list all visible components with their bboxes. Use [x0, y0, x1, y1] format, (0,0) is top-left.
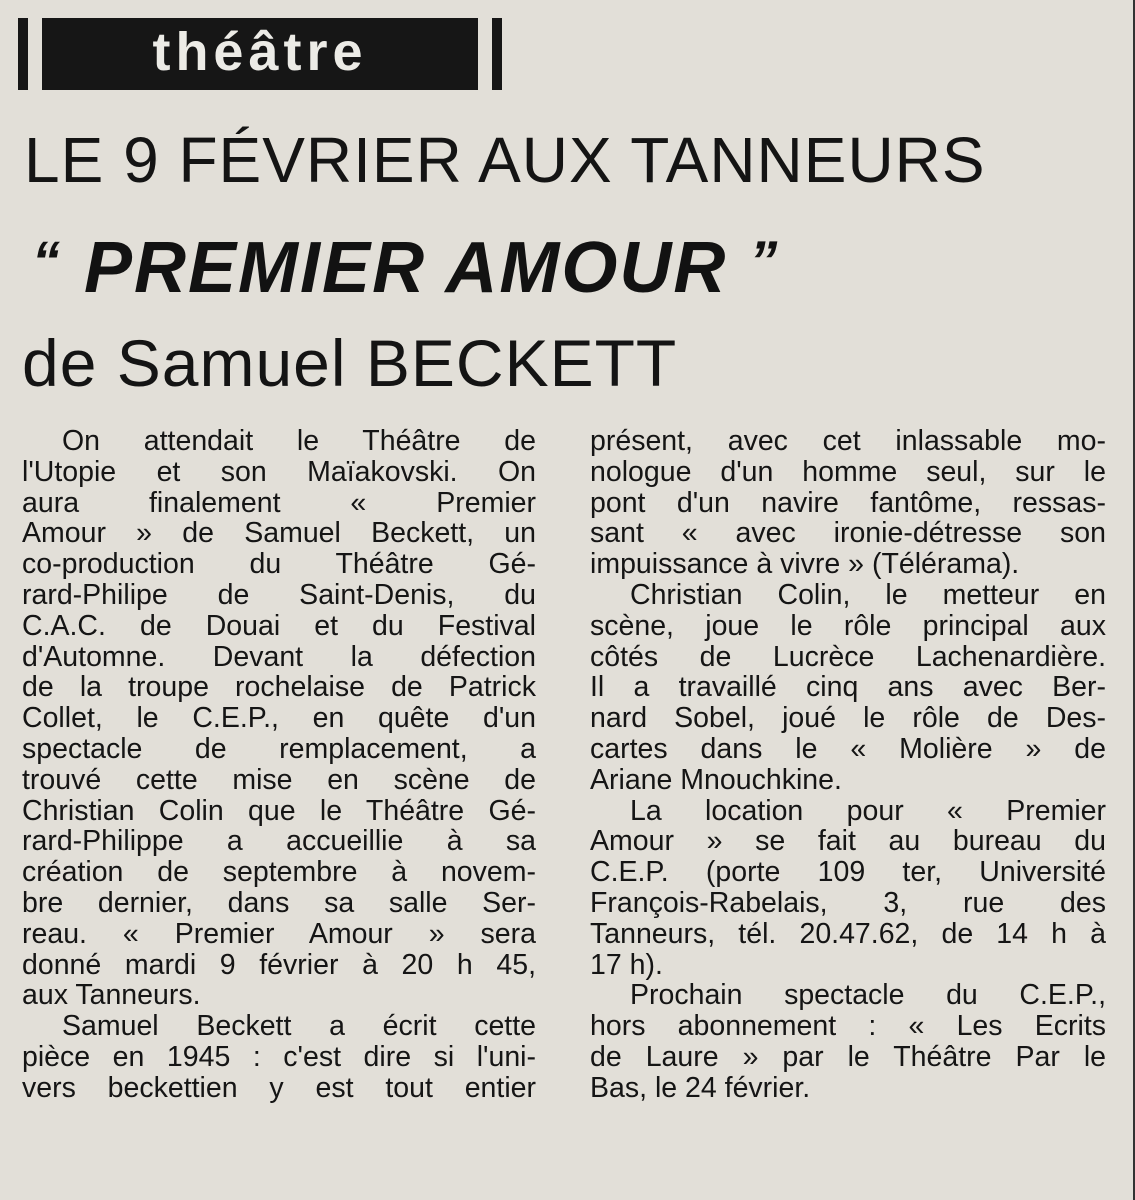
section-rubric	[18, 18, 502, 90]
article-line: hors abonnement : « Les Ecrits	[590, 1010, 1106, 1043]
article-line: Amour » de Samuel Beckett, un	[22, 517, 536, 550]
article-line: Bas, le 24 février.	[590, 1071, 811, 1104]
article-line: Prochain spectacle du C.E.P.,	[630, 979, 1106, 1012]
article-line: C.A.C. de Douai et du Festival	[22, 609, 536, 642]
article-line: C.E.P. (porte 109 ter, Université	[590, 856, 1106, 889]
section-label: théâtre	[42, 18, 478, 90]
play-title	[32, 228, 780, 308]
article-line: rard-Philippe a accueillie à sa	[22, 825, 536, 858]
article-line: sant « avec ironie-détresse son	[590, 517, 1106, 550]
rubric-left-rule	[18, 18, 28, 90]
article-line: de Laure » par le Théâtre Par le	[590, 1040, 1106, 1073]
article-line: co-production du Théâtre Gé-	[22, 548, 536, 581]
article-line: côtés de Lucrèce Lachenardière.	[590, 640, 1106, 673]
article-line: vers beckettien y est tout entier	[22, 1071, 536, 1104]
article-line: cartes dans le « Molière » de	[590, 732, 1106, 765]
title-text: PREMIER AMOUR	[84, 228, 728, 308]
title-open-quote: “	[32, 229, 62, 292]
article-line: scène, joue le rôle principal aux	[590, 609, 1106, 642]
article-line: reau. « Premier Amour » sera	[22, 917, 536, 950]
article-line: Tanneurs, tél. 20.47.62, de 14 h à	[590, 917, 1106, 950]
article-line: donné mardi 9 février à 20 h 45,	[22, 948, 536, 981]
rubric-right-rule	[492, 18, 502, 90]
article-line: aura finalement « Premier	[22, 486, 536, 519]
article-line: création de septembre à novem-	[22, 856, 536, 889]
article-line: Christian Colin, le metteur en	[630, 578, 1106, 611]
article-line: François-Rabelais, 3, rue des	[590, 886, 1106, 919]
article-line: pièce en 1945 : c'est dire si l'uni-	[22, 1040, 536, 1073]
article-line: trouvé cette mise en scène de	[22, 763, 536, 796]
article-line: impuissance à vivre » (Télérama).	[590, 548, 1020, 581]
article-line: présent, avec cet inlassable mo-	[590, 425, 1106, 457]
author-byline: de Samuel BECKETT	[22, 326, 678, 400]
article-line: 17 h).	[590, 948, 663, 981]
article-line: pont d'un navire fantôme, ressas-	[590, 486, 1106, 519]
article-line: de la troupe rochelaise de Patrick	[22, 671, 536, 704]
article-column-right	[590, 426, 1106, 1104]
article-line: rard-Philipe de Saint-Denis, du	[22, 578, 536, 611]
article-line: d'Automne. Devant la défection	[22, 640, 536, 673]
article-line: aux Tanneurs.	[22, 979, 201, 1012]
article-line: Il a travaillé cinq ans avec Ber-	[590, 671, 1106, 704]
article-line: Collet, le C.E.P., en quête d'un	[22, 702, 536, 735]
article-line: Samuel Beckett a écrit cette	[62, 1010, 536, 1043]
article-line: On attendait le Théâtre de	[62, 425, 536, 457]
article-line: spectacle de remplacement, a	[22, 732, 536, 765]
article-column-left	[22, 426, 536, 1104]
article-line: Christian Colin que le Théâtre Gé-	[22, 794, 536, 827]
article-line: l'Utopie et son Maïakovski. On	[22, 455, 536, 488]
article-line: Ariane Mnouchkine.	[590, 763, 842, 796]
article-line: nard Sobel, joué le rôle de Des-	[590, 702, 1106, 735]
article-line: bre dernier, dans sa salle Ser-	[22, 886, 536, 919]
article-line: Amour » se fait au bureau du	[590, 825, 1106, 858]
article-line: nologue d'un homme seul, sur le	[590, 455, 1106, 488]
article-line: La location pour « Premier	[630, 794, 1106, 827]
title-close-quote: ”	[749, 229, 780, 292]
headline: LE 9 FÉVRIER AUX TANNEURS	[24, 124, 986, 196]
